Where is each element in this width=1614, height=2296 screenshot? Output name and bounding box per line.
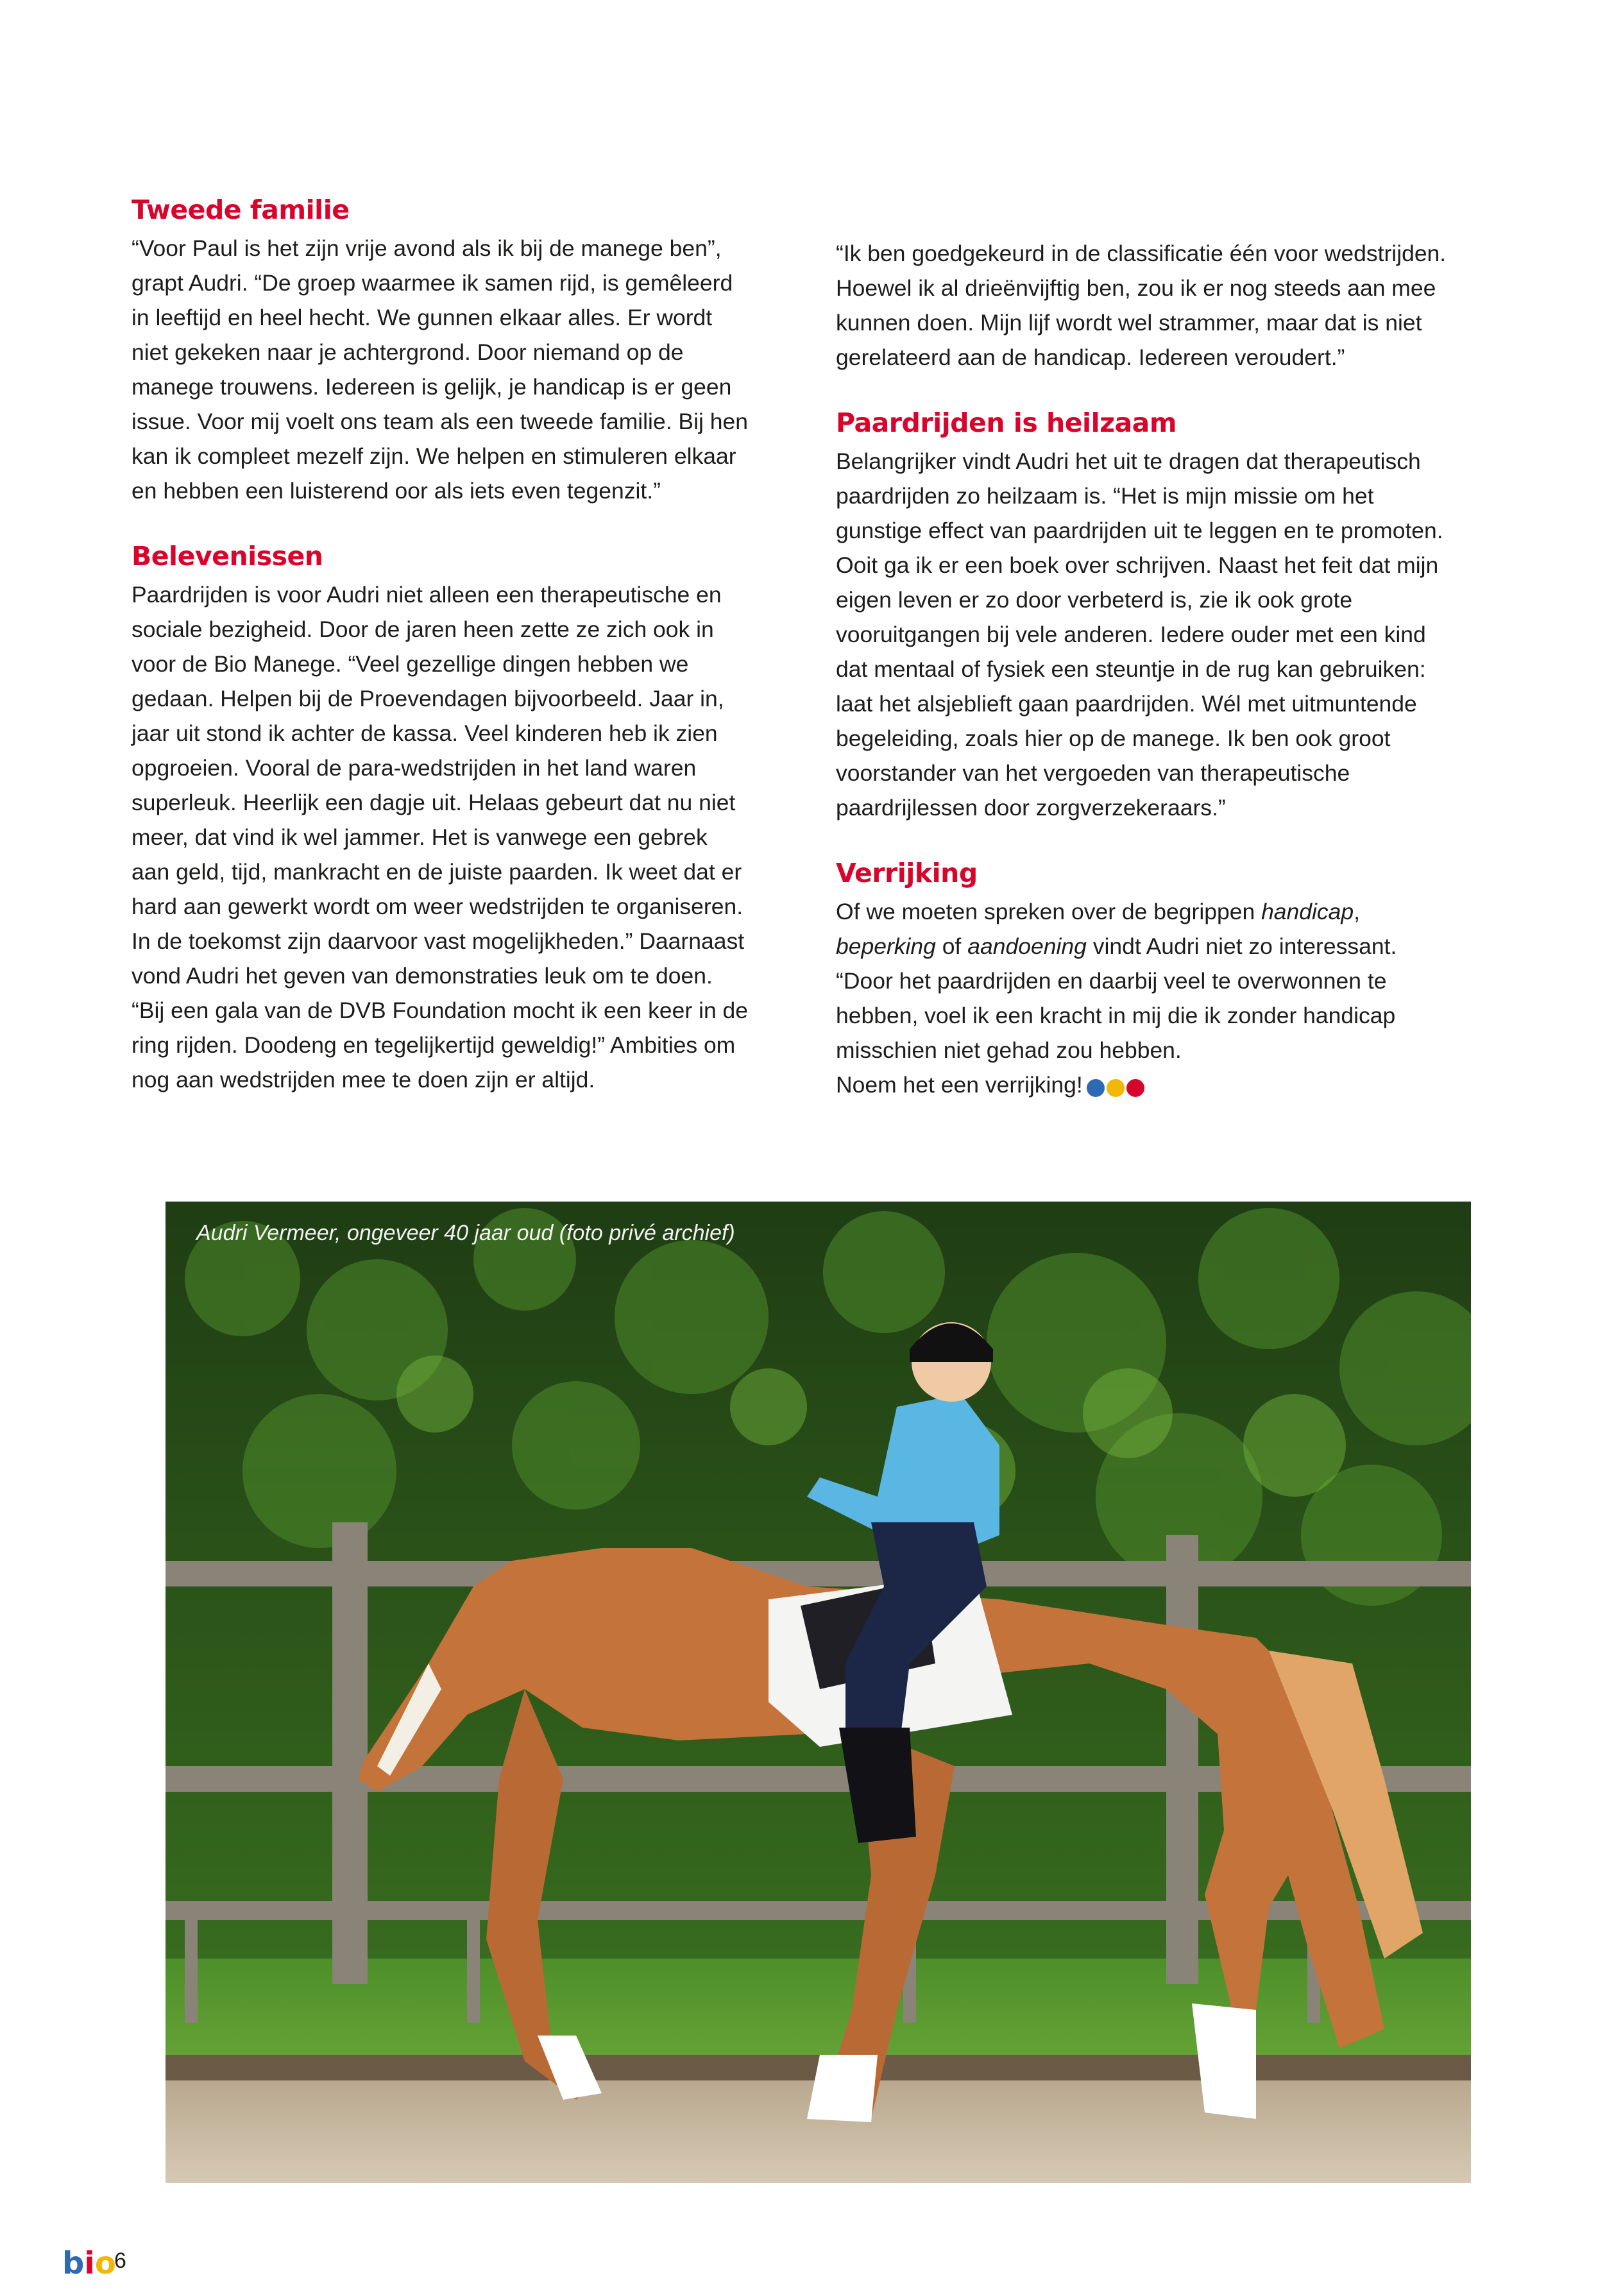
horse-riding-photo <box>166 1202 1471 2183</box>
paragraph-tweede-familie: “Voor Paul is het zijn vrije avond als ik bij de manege ben”, grapt Audri. “De groep waarmee ik samen rijd, is gemêleerd in leeftijd en heel hecht. We gunnen elkaar alles. Er wordt niet gekeken naar je achtergrond. Door niemand op de manege trouwens. Iedereen is gelijk, je handicap is er geen issue. Voor mij voelt ons team als een tweede familie. Bij hen kan ik compleet mezelf zijn. We helpen en stimuleren elkaar en hebben een luisterend oor als iets even tegenzit.” <box>132 235 748 504</box>
term-beperking: beperking <box>836 933 936 959</box>
page-number: 6 <box>114 2249 126 2273</box>
bio-logo: bio <box>62 2245 116 2281</box>
paragraph-paardrijden-heilzaam: Belangrijker vindt Audri het uit te dragen dat therapeutisch paardrijden zo heilzaam is. “Het is mijn missie om het gunstige effect van paardrijden uit te leggen en te promoten. Ooit ga ik er een boek over schrijven. Naast het feit dat mijn eigen leven er zo door verbeterd is, zie ik ook grote vooruitgangen bij vele anderen. Iedere ouder met een kind dat mentaal of fysiek een steuntje in de rug kan gebruiken: laat het alsjeblieft gaan paardrijden. Wél met uitmuntende begeleiding, zoals hier op de manege. Ik ben ook groot voorstander van het vergoeden van therapeutische paardrijlessen door zorgverzekeraars.” <box>836 448 1443 821</box>
right-column <box>836 236 1455 1104</box>
closing-line: Noem het een verrijking! <box>836 1072 1083 1098</box>
dot-red-icon <box>1126 1079 1144 1097</box>
heading-paardrijden-heilzaam: Paardrijden is heilzaam <box>836 407 1177 438</box>
paragraph-belevenissen: Paardrijden is voor Audri niet alleen een therapeutische en sociale bezigheid. Door de jaren heen zette ze zich ook in voor de Bio Manege. “Veel gezellige dingen hebben we gedaan. Helpen bij de Proevendagen bijvoorbeeld. Jaar in, jaar uit stond ik achter de kassa. Veel kinderen heb ik zien opgroeien. Vooral de para-wedstrijden in het land waren superleuk. Heerlijk een dagje uit. Helaas gebeurt dat nu niet meer, dat vind ik wel jammer. Het is vanwege een gebrek aan geld, tijd, mankracht en de juiste paarden. Ik weet dat er hard aan gewerkt wordt om weer wedstrijden te organiseren. In de toekomst zijn daarvoor vast mogelijkheden.” Daarnaast vond Audri het geven van demonstraties leuk om te doen. “Bij een gala van de DVB Foundation mocht ik een keer in de ring rijden. Doodeng en tegelijkertijd geweldig!” Ambities om nog aan wedstrijden mee te doen zijn er altijd. <box>132 582 749 1093</box>
term-aandoening: aandoening <box>967 933 1087 959</box>
paragraph-verrijking: Of we moeten spreken over de begrippen handicap, beperking of aandoening vindt Audri niet zo interessant. “Door het paardrijden en daarbij veel te overwonnen te hebben, voel ik een kracht in mij die ik zonder handicap misschien niet gehad zou hebben. Noem het een verrijking! <box>836 894 1455 1104</box>
left-column <box>132 192 751 1097</box>
heading-verrijking: Verrijking <box>836 858 978 889</box>
heading-belevenissen: Belevenissen <box>132 541 323 572</box>
dot-yellow-icon <box>1107 1079 1125 1097</box>
end-mark-dots <box>1087 1069 1146 1104</box>
photo-caption: Audri Vermeer, ongeveer 40 jaar oud (foto privé archief) <box>196 1221 735 1245</box>
term-handicap: handicap <box>1261 899 1354 924</box>
photo-illustration <box>166 1202 1471 2183</box>
paragraph-classificatie: “Ik ben goedgekeurd in de classificatie één voor wedstrijden. Hoewel ik al drieënvijftig ben, zou ik er nog steeds aan mee kunnen doen. Mijn lijf wordt wel strammer, maar dat is niet gerelateerd aan de handicap. Iedereen veroudert.” <box>836 241 1447 370</box>
dot-blue-icon <box>1087 1079 1105 1097</box>
heading-tweede-familie: Tweede familie <box>132 194 350 225</box>
